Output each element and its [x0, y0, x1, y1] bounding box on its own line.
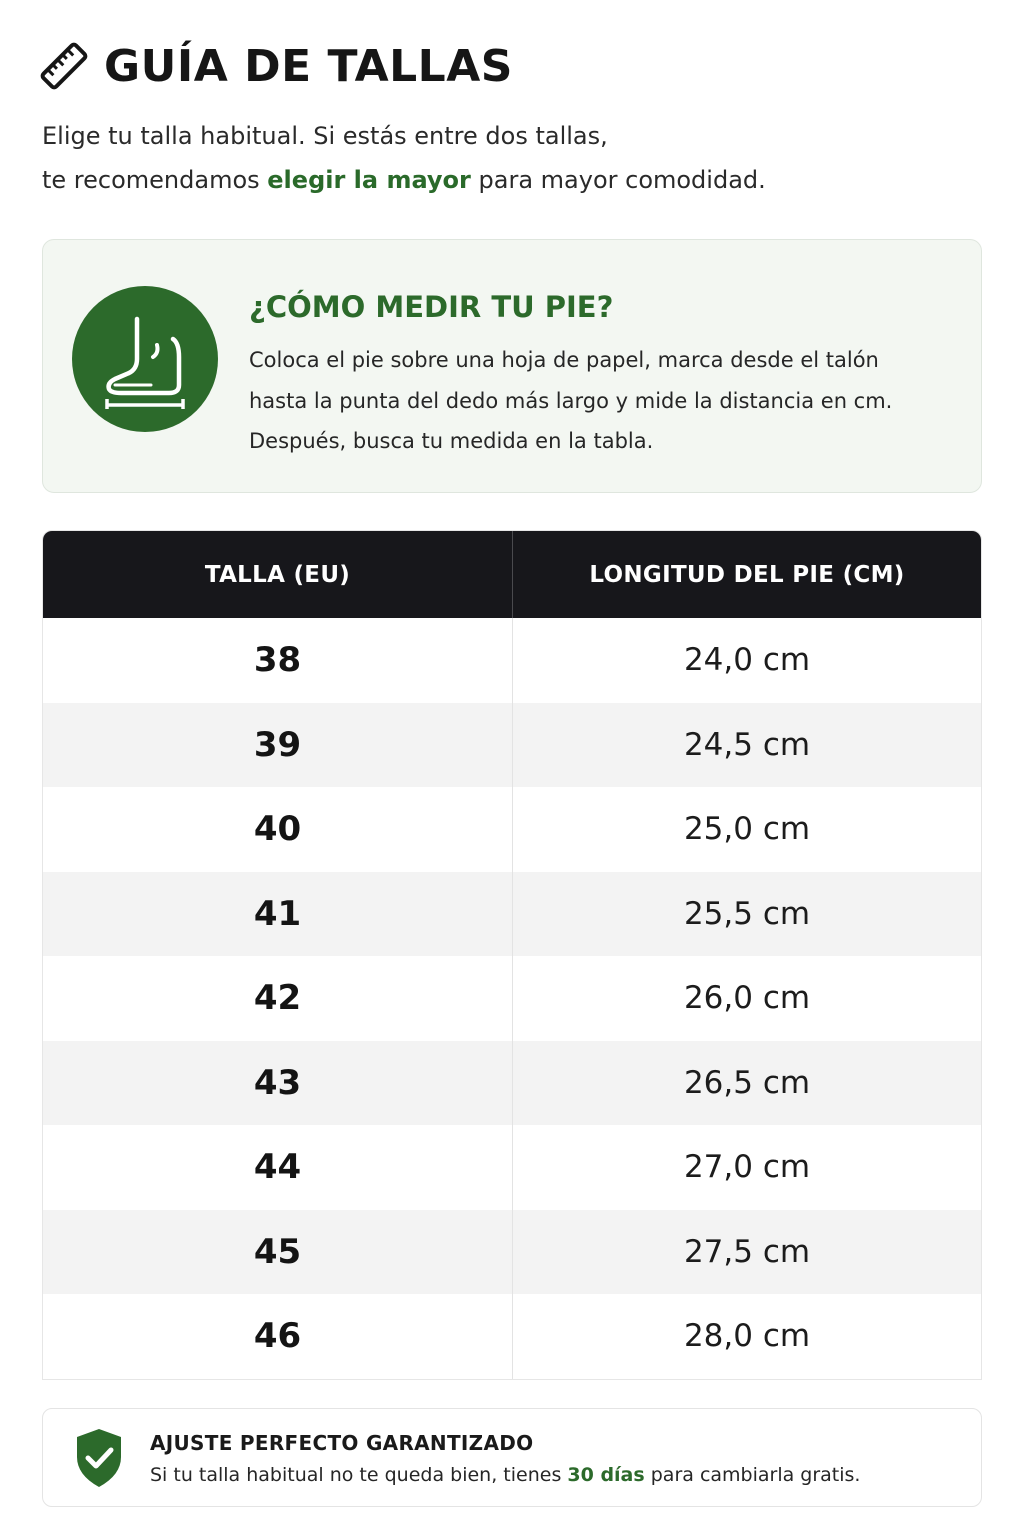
table-row: [43, 1041, 981, 1126]
page-title: GUÍA DE TALLAS: [104, 40, 513, 92]
intro-line-2-end: para mayor comodidad.: [470, 166, 766, 194]
page-header: [38, 40, 513, 92]
size-cell: 44: [253, 1147, 302, 1188]
intro-highlight: elegir la mayor: [267, 166, 471, 194]
column-header-length: LONGITUD DEL PIE (CM): [512, 531, 981, 618]
how-to-measure-card: [42, 239, 982, 493]
guarantee-text-start: Si tu talla habitual no te queda bien, tienes: [150, 1464, 568, 1486]
size-cell: 43: [253, 1062, 302, 1103]
measure-title: ¿CÓMO MEDIR TU PIE?: [249, 290, 614, 324]
guarantee-title: AJUSTE PERFECTO GARANTIZADO: [150, 1431, 534, 1455]
foot-measure-badge: [72, 286, 218, 432]
size-cell: 45: [253, 1231, 302, 1272]
length-cell: 24,0 cm: [512, 618, 981, 703]
size-cell: 41: [253, 893, 302, 934]
guarantee-text-end: para cambiarla gratis.: [644, 1464, 861, 1486]
table-row: [43, 872, 981, 957]
measure-instructions: [249, 340, 949, 462]
table-row: [43, 1125, 981, 1210]
measure-line-2: hasta la punta del dedo más largo y mide la distancia en cm.: [249, 388, 893, 413]
measure-line-3: Después, busca tu medida en la tabla.: [249, 429, 654, 453]
length-cell: 26,5 cm: [512, 1041, 981, 1126]
table-row: [43, 956, 981, 1041]
table-row: [43, 787, 981, 872]
size-cell: 40: [253, 809, 302, 850]
guarantee-text: [150, 1464, 860, 1486]
size-cell: 42: [253, 978, 302, 1019]
intro-line-2: [42, 158, 982, 202]
ruler-icon: [38, 40, 90, 92]
length-cell: 27,5 cm: [512, 1210, 981, 1295]
shield-check-icon: [73, 1427, 125, 1489]
length-cell: 25,0 cm: [512, 787, 981, 872]
length-cell: 26,0 cm: [512, 956, 981, 1041]
size-table: [42, 530, 982, 1380]
length-cell: 27,0 cm: [512, 1125, 981, 1210]
table-header: [43, 531, 981, 618]
foot-measure-icon: [99, 309, 191, 409]
size-cell: 39: [253, 724, 302, 765]
table-row: [43, 618, 981, 703]
length-cell: 24,5 cm: [512, 703, 981, 788]
table-row: [43, 1294, 981, 1379]
intro-line-1: Elige tu talla habitual. Si estás entre dos tallas,: [42, 122, 608, 150]
table-row: [43, 703, 981, 788]
table-row: [43, 1210, 981, 1295]
size-cell: 46: [253, 1316, 302, 1357]
length-cell: 28,0 cm: [512, 1294, 981, 1379]
length-cell: 25,5 cm: [512, 872, 981, 957]
column-header-size: TALLA (EU): [204, 561, 351, 588]
table-body: [43, 618, 981, 1379]
measure-line-1: Coloca el pie sobre una hoja de papel, marca desde el talón: [249, 348, 879, 372]
size-cell: 38: [253, 640, 302, 681]
guarantee-banner: [42, 1408, 982, 1507]
guarantee-highlight: 30 días: [567, 1464, 645, 1486]
intro-line-2-start: te recomendamos: [42, 166, 268, 194]
intro-text: [42, 114, 982, 202]
